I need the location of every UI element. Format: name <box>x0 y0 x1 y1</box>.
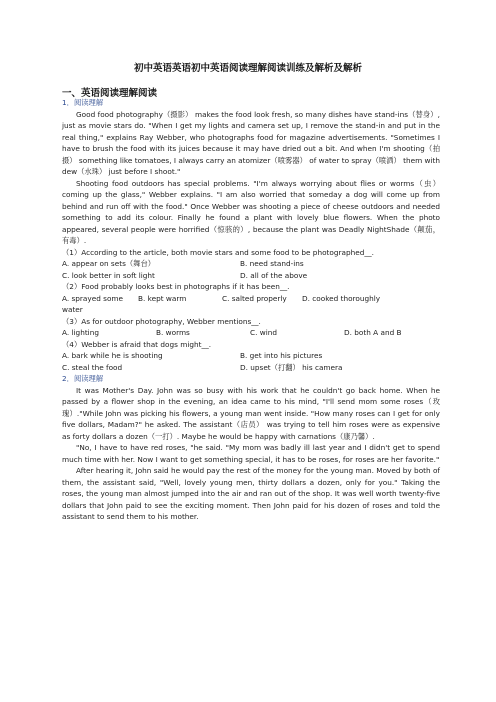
section-heading: 一、英语阅读理解阅读 <box>62 88 158 99</box>
question-1-2-stem: （2）Food probably looks best in photographs if it has been__. <box>62 282 290 291</box>
option-d: D. cooked thoroughly <box>302 293 381 303</box>
options-row <box>62 293 440 316</box>
option-a: A. sprayed some water <box>62 293 124 314</box>
option-d: D. all of the above <box>240 270 308 280</box>
option-b: B. get into his pictures <box>240 351 323 360</box>
option-b: B. worms <box>156 328 190 337</box>
passage-2-paragraph: "No, I have to have red roses, "he said. "My mom was badly ill last year and I didn't get to spend much time with her. Now I want to get something special, it has to be roses, for roses are her favorite." <box>62 443 440 464</box>
options-row <box>62 362 440 374</box>
document-title: 初中英语英语初中英语阅读理解阅读训练及解析及解析 <box>133 63 362 74</box>
option-a: A. appear on sets（舞台） <box>62 259 156 268</box>
option-a: A. lighting <box>62 328 99 337</box>
option-b: B. need stand-ins <box>240 259 304 268</box>
question-1-3-stem: （3）As for outdoor photography, Webber mentions__. <box>62 316 261 326</box>
question-2-heading: 2．阅读理解 <box>62 374 104 383</box>
document-body <box>62 97 440 523</box>
options-row <box>62 327 440 339</box>
options-row <box>62 350 440 362</box>
option-c: C. steal the food <box>62 362 123 372</box>
option-a: A. bark while he is shooting <box>62 351 163 360</box>
option-c: C. salted properly <box>222 293 287 303</box>
option-c: C. wind <box>250 328 277 337</box>
passage-2-paragraph: After hearing it, John said he would pay the rest of the money for the young man. Moved by both of them, the assistant said, "Well, lovely young men, thirty dollars a dozen, only for you." Taking the roses, the young man almost jumped into the air and ran out of the shop. It was well worth twenty-five dollars that John paid to see the exciting moment. Then John paid for his dozen of roses and told the assistant to send them to his mother. <box>62 466 440 521</box>
question-1-1-stem: （1）According to the article, both movie stars and some food to be photographed__. <box>62 247 374 257</box>
passage-1-paragraph: Good food photography（摄影） makes the food look fresh, so many dishes have stand-ins（替身）, just as movie stars do. "When I get my lights and camera set up, I remove the stand-in and put in the real thing," explains Ray Webber, who photographs food for magazine advertisements. "Sometimes I have to brush the food with its juices because it may have dried out a bit. And when I'm shooting（拍摄） something like tomatoes, I always carry an atomizer（喷雾器） of water to spray（喷洒） them with dew（水珠） just before I shoot." <box>62 109 440 176</box>
options-row <box>62 258 440 270</box>
option-d: D. upset（打翻） his camera <box>240 362 343 372</box>
option-d: D. both A and B <box>344 328 402 337</box>
passage-2-paragraph: It was Mother's Day. John was so busy with his work that he couldn't go back home. When he passed by a flower shop in the evening, an idea came to his mind, "I'll send mom some roses（玫瑰）."While John was picking his flowers, a young man went inside. "How many roses can I get for only five dollars, Madam?" he asked. The assistant（店员） was trying to tell him roses were as expensive as forty dollars a dozen（一打）. Maybe he would be happy with carnations（康乃馨）. <box>62 385 440 441</box>
passage-1-paragraph: Shooting food outdoors has special problems. "I'm always worrying about flies or worms（虫） coming up the glass," Webber explains. "I am also worried that someday a dog will come up from behind and run off with the food." Once Webber was shooting a piece of cheese outdoors and needed something to add its colour. Finally he found a plant with lovely blue flowers. When the photo appeared, several people were horrified（惊骇的）, because the plant was Deadly NightShade（颠茄，有毒）. <box>62 178 440 245</box>
question-1-4-stem: （4）Webber is afraid that dogs might__. <box>62 339 212 349</box>
options-row <box>62 270 440 282</box>
option-b: B. kept warm <box>138 293 187 303</box>
question-1-heading: 1．阅读理解 <box>62 98 104 107</box>
option-c: C. look better in soft light <box>62 270 155 280</box>
